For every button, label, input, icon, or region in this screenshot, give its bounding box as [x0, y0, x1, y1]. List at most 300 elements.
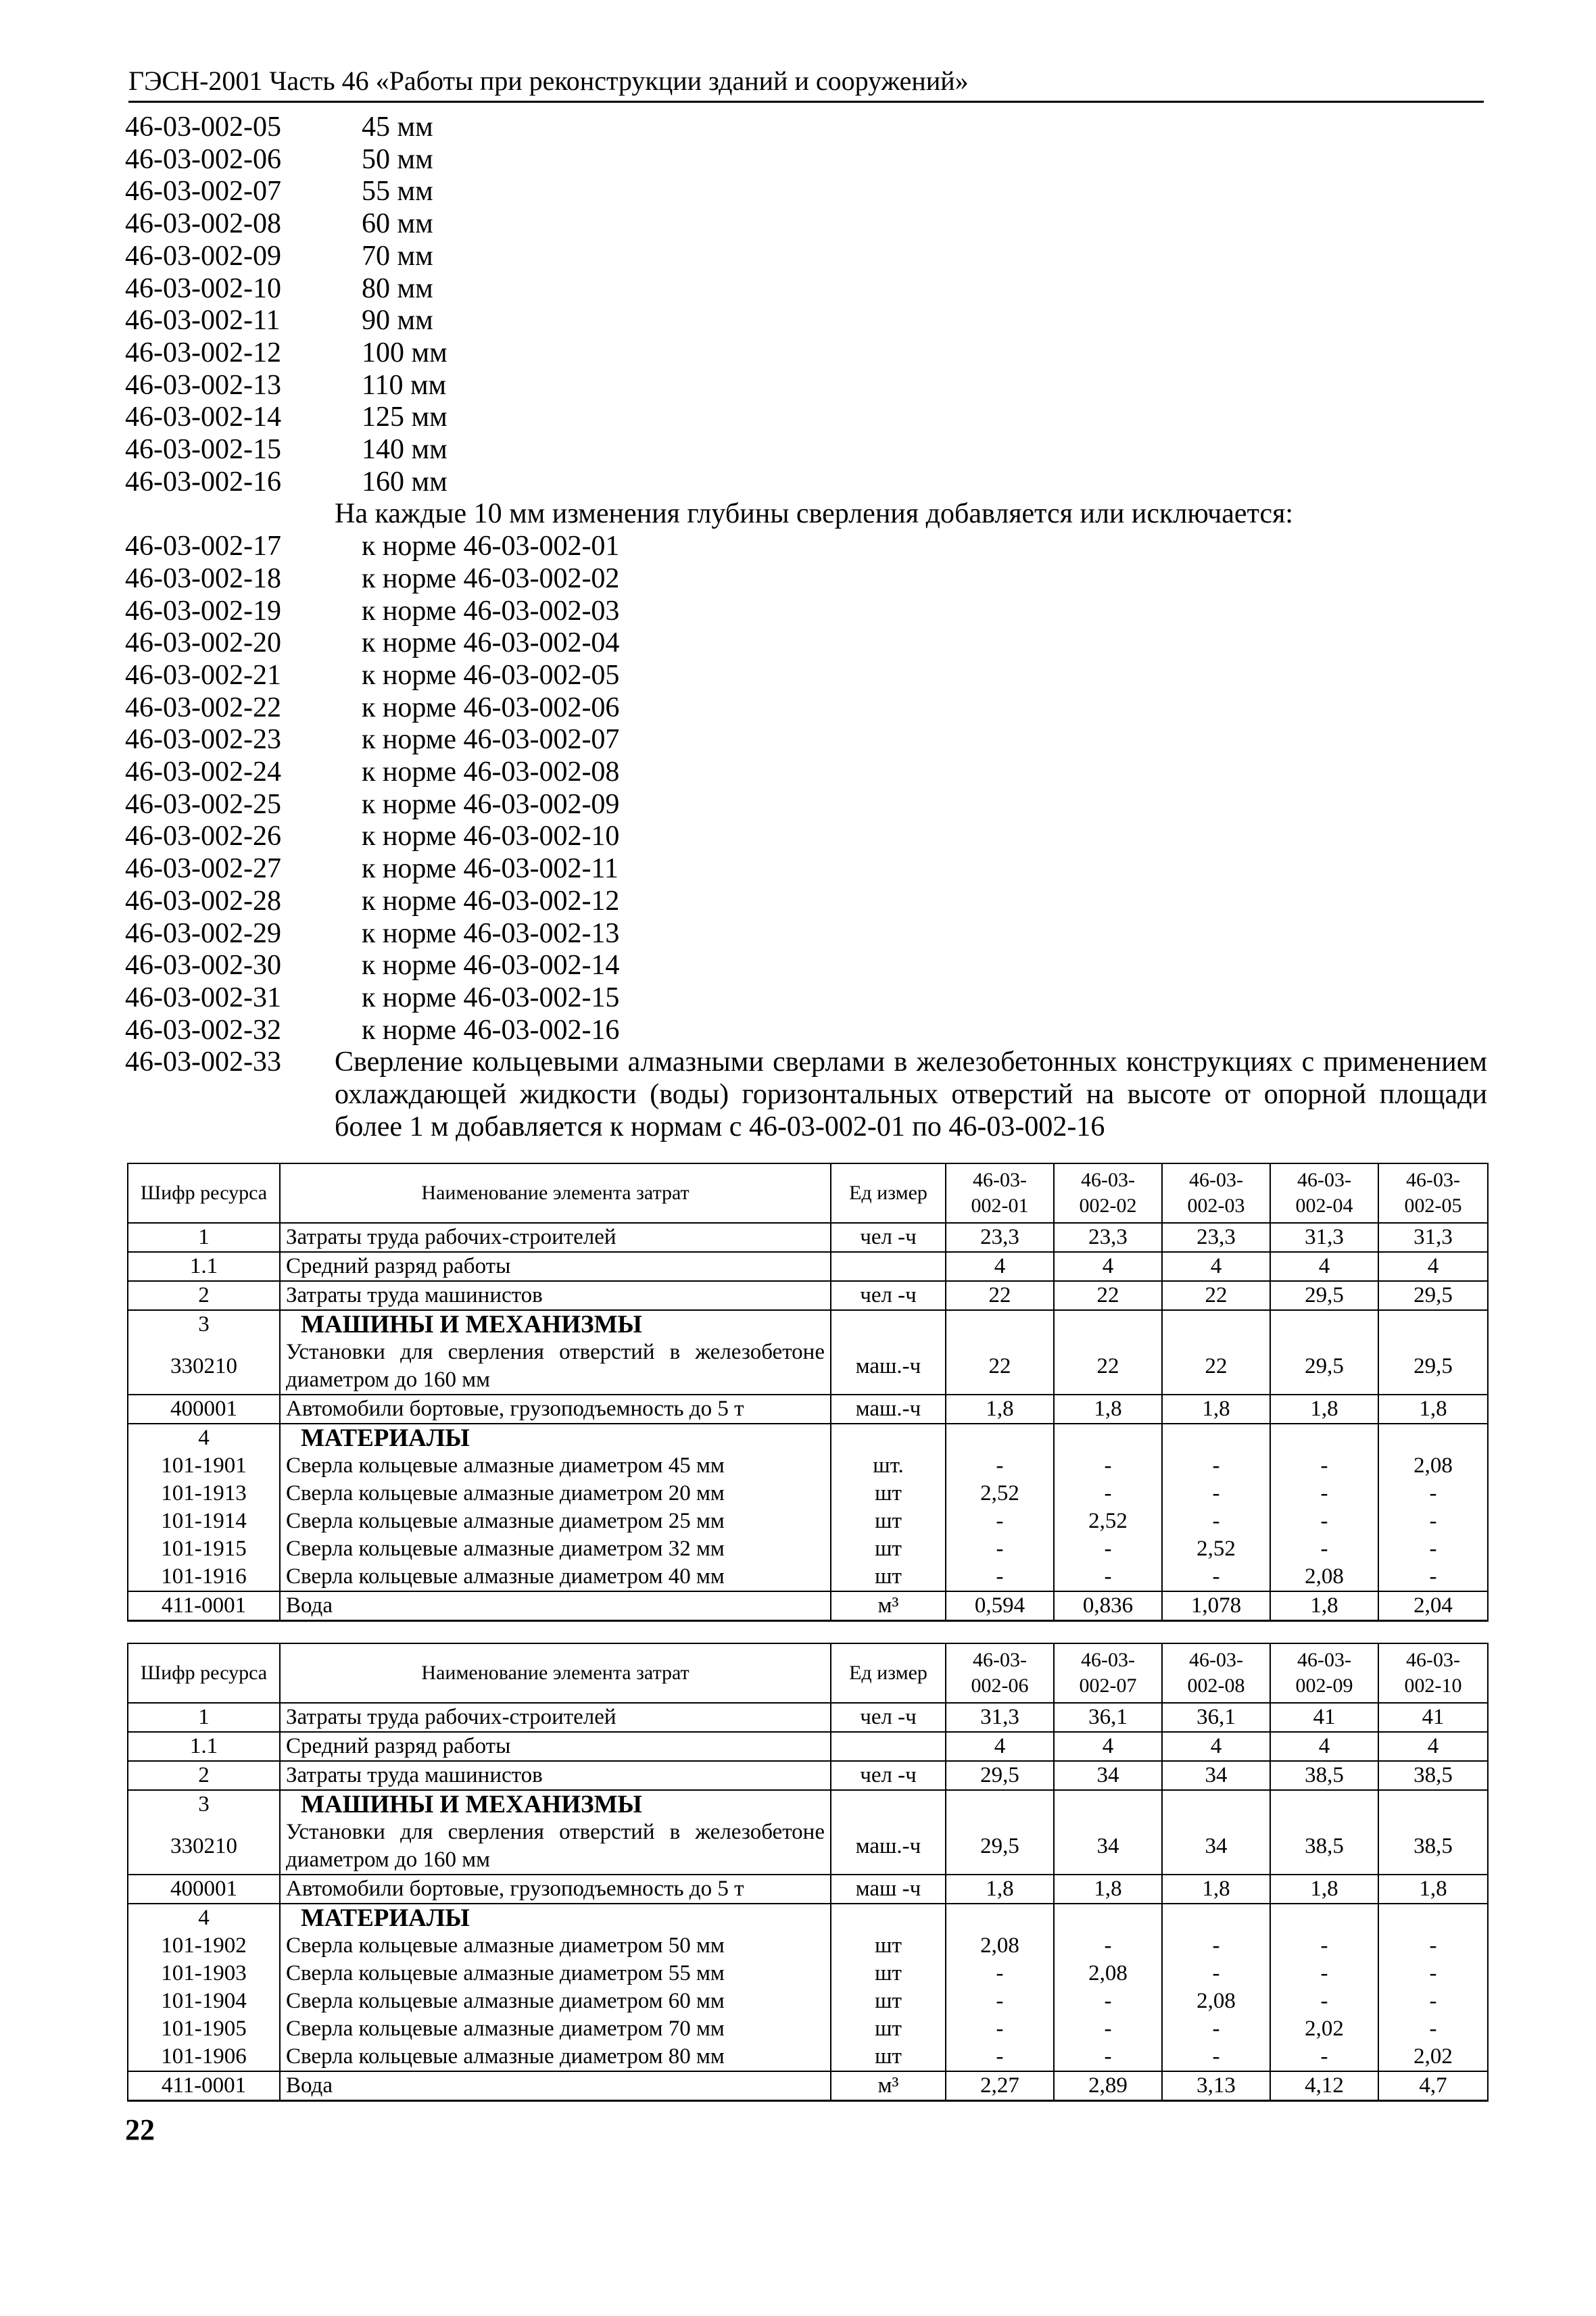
cell-code: 101-1904: [128, 1987, 280, 2015]
cell-value: -: [1162, 1480, 1270, 1507]
header-norm-2: [1162, 1163, 1270, 1223]
cell-value: -: [946, 2015, 1054, 2043]
norm-row: [125, 918, 1487, 950]
norm-code: 46-03-002-19: [125, 595, 281, 627]
cell-value: -: [1162, 1452, 1270, 1480]
depth-note-text: На каждые 10 мм изменения глубины сверления добавляется или исключается:: [335, 498, 1294, 530]
norm-code: 46-03-002-33: [125, 1046, 281, 1078]
cell-value: 1,8: [1378, 1395, 1488, 1424]
cell-value: -: [1378, 1535, 1488, 1563]
cell-value: 22: [946, 1338, 1054, 1395]
norm-row: [125, 724, 1487, 756]
cell-value: -: [1054, 1932, 1162, 1960]
header-unit: Ед измер: [831, 1643, 946, 1703]
cell-value: [1378, 1424, 1488, 1452]
cell-value: -: [1054, 1987, 1162, 2015]
cell-unit: чел -ч: [831, 1223, 946, 1252]
cell-value: [1270, 1310, 1378, 1338]
cell-value: 1,8: [1054, 1875, 1162, 1904]
header-norm-top: 46-03-: [1406, 1649, 1460, 1671]
header-norm-1: [1054, 1163, 1162, 1223]
norm-row: [125, 789, 1487, 821]
cell-name: Вода: [280, 1591, 831, 1621]
table-row: [128, 1987, 1488, 2015]
cell-value: 3,13: [1162, 2071, 1270, 2101]
cell-code: 1: [128, 1703, 280, 1732]
desc-line: охлаждающей жидкости (воды) горизонтальных отверстий на высоте от опорной площади: [335, 1079, 1487, 1111]
norm-description: [335, 1046, 1487, 1143]
code-list: [125, 112, 1487, 1144]
cell-value: 4: [1162, 1252, 1270, 1281]
cell-code: 400001: [128, 1875, 280, 1904]
cell-code: 330210: [128, 1338, 280, 1395]
cell-value: [1054, 1310, 1162, 1338]
cell-unit: чел -ч: [831, 1703, 946, 1732]
norm-code: 46-03-002-16: [125, 466, 281, 498]
table-row: [128, 1904, 1488, 1932]
cell-value: 2,02: [1270, 2015, 1378, 2043]
header-norm-4: [1378, 1643, 1488, 1703]
table-row: [128, 1507, 1488, 1535]
cell-value: -: [1162, 2015, 1270, 2043]
cell-value: 38,5: [1378, 1761, 1488, 1790]
cell-value: 2,52: [1054, 1507, 1162, 1535]
cell-code: 101-1906: [128, 2043, 280, 2071]
norm-row-33: [125, 1046, 1487, 1143]
norm-code: 46-03-002-10: [125, 272, 281, 304]
header-norm-0: [946, 1643, 1054, 1703]
table-row: [128, 1563, 1488, 1591]
cell-unit: [831, 1252, 946, 1281]
norm-row: [125, 402, 1487, 434]
cell-value: -: [1378, 2015, 1488, 2043]
norm-text: 55 мм: [362, 176, 433, 208]
cell-value: 4: [1378, 1252, 1488, 1281]
norm-code: 46-03-002-15: [125, 434, 281, 466]
table-row: [128, 1875, 1488, 1904]
cell-value: [946, 1790, 1054, 1818]
table-row: [128, 1535, 1488, 1563]
norm-text: 160 мм: [362, 466, 448, 498]
norm-row: [125, 950, 1487, 982]
norm-text: 45 мм: [362, 112, 433, 143]
cell-unit: маш.-ч: [831, 1818, 946, 1875]
cell-value: 38,5: [1270, 1761, 1378, 1790]
cell-value: -: [1270, 1987, 1378, 2015]
header-norm-1: [1054, 1643, 1162, 1703]
table-row: [128, 1480, 1488, 1507]
cell-code: 1: [128, 1223, 280, 1252]
cell-code: 101-1905: [128, 2015, 280, 2043]
cell-value: [1162, 1790, 1270, 1818]
header-name: Наименование элемента затрат: [280, 1163, 831, 1223]
cell-value: 2,52: [946, 1480, 1054, 1507]
header-norm-top: 46-03-: [973, 1169, 1027, 1191]
cell-name: Сверла кольцевые алмазные диаметром 55 мм: [280, 1960, 831, 1987]
cell-value: -: [1378, 1960, 1488, 1987]
header-norm-top: 46-03-: [1297, 1649, 1351, 1671]
cell-value: 29,5: [1270, 1281, 1378, 1310]
norm-row: [125, 1015, 1487, 1047]
cell-value: 2,52: [1162, 1535, 1270, 1563]
cell-unit: шт.: [831, 1452, 946, 1480]
cell-value: [1054, 1790, 1162, 1818]
cell-unit: шт: [831, 1507, 946, 1535]
cell-value: 2,08: [946, 1932, 1054, 1960]
cell-value: -: [1270, 1960, 1378, 1987]
cell-value: 34: [1054, 1761, 1162, 1790]
cell-name: Затраты труда машинистов: [280, 1761, 831, 1790]
cell-value: -: [1162, 1563, 1270, 1591]
header-norm-top: 46-03-: [1189, 1649, 1243, 1671]
cell-value: [946, 1904, 1054, 1932]
table-row: [128, 1932, 1488, 1960]
norm-row: [125, 176, 1487, 208]
cell-unit: [831, 1790, 946, 1818]
cell-unit: шт: [831, 1535, 946, 1563]
cell-code: 411-0001: [128, 1591, 280, 1621]
cell-value: 2,08: [1378, 1452, 1488, 1480]
header-norm-top: 46-03-: [1406, 1169, 1460, 1191]
header-norm-bottom: 002-07: [1079, 1674, 1137, 1697]
cell-value: 31,3: [1378, 1223, 1488, 1252]
table-header-row: [128, 1163, 1488, 1223]
norm-text: к норме 46-03-002-14: [362, 950, 620, 982]
cell-value: -: [1054, 2015, 1162, 2043]
cell-value: 4: [1054, 1732, 1162, 1761]
cell-value: 2,04: [1378, 1591, 1488, 1621]
cell-value: -: [1270, 1507, 1378, 1535]
norm-row: [125, 531, 1487, 563]
depth-note: [125, 498, 1487, 531]
cell-code: 1.1: [128, 1252, 280, 1281]
cell-value: 4: [1162, 1732, 1270, 1761]
cell-name: Средний разряд работы: [280, 1252, 831, 1281]
cell-code: 400001: [128, 1395, 280, 1424]
norm-text: к норме 46-03-002-16: [362, 1014, 620, 1046]
cell-name: Автомобили бортовые, грузоподъемность до 5 т: [280, 1395, 831, 1424]
cell-unit: шт: [831, 1987, 946, 2015]
table-row: [128, 1281, 1488, 1310]
table-row: [128, 1395, 1488, 1424]
cell-value: 1,8: [1162, 1875, 1270, 1904]
header-code: Шифр ресурса: [128, 1163, 280, 1223]
norm-list-adjustments: [125, 531, 1487, 1046]
cell-value: [1270, 1424, 1378, 1452]
header-norm-0: [946, 1163, 1054, 1223]
cell-value: [946, 1310, 1054, 1338]
cell-code: 3: [128, 1310, 280, 1338]
cell-value: -: [946, 2043, 1054, 2071]
cell-value: 2,02: [1378, 2043, 1488, 2071]
cell-unit: шт: [831, 2043, 946, 2071]
norm-row: [125, 886, 1487, 918]
cell-code: 3: [128, 1790, 280, 1818]
cell-value: [1054, 1904, 1162, 1932]
cell-name: Сверла кольцевые алмазные диаметром 20 мм: [280, 1480, 831, 1507]
cell-code: 411-0001: [128, 2071, 280, 2101]
header-norm-bottom: 002-10: [1404, 1674, 1462, 1697]
cell-value: -: [1270, 1480, 1378, 1507]
cell-value: 29,5: [946, 1818, 1054, 1875]
norm-text: 70 мм: [362, 240, 433, 272]
norm-code: 46-03-002-23: [125, 724, 281, 756]
cell-value: 36,1: [1162, 1703, 1270, 1732]
cell-value: 29,5: [1270, 1338, 1378, 1395]
norm-code: 46-03-002-07: [125, 176, 281, 208]
table-row: [128, 1310, 1488, 1338]
table-row: [128, 2071, 1488, 2101]
header-norm-bottom: 002-05: [1404, 1195, 1462, 1217]
cell-name: Установки для сверления отверстий в железобетоне диаметром до 160 мм: [280, 1338, 831, 1395]
table-row: [128, 1424, 1488, 1452]
cell-unit: м³: [831, 1591, 946, 1621]
header-norm-3: [1270, 1643, 1378, 1703]
header-unit: Ед измер: [831, 1163, 946, 1223]
norm-code: 46-03-002-31: [125, 982, 281, 1013]
cell-name: Сверла кольцевые алмазные диаметром 32 мм: [280, 1535, 831, 1563]
norm-list-depths: [125, 112, 1487, 498]
header-norm-bottom: 002-08: [1187, 1674, 1245, 1697]
page-number: 22: [125, 2113, 155, 2146]
cell-value: 41: [1378, 1703, 1488, 1732]
cell-value: -: [1378, 1507, 1488, 1535]
cell-value: 4: [946, 1252, 1054, 1281]
norm-row: [125, 627, 1487, 660]
norm-text: к норме 46-03-002-01: [362, 531, 620, 562]
header-norm-top: 46-03-: [973, 1649, 1027, 1671]
cell-value: 23,3: [1054, 1223, 1162, 1252]
cell-value: 31,3: [946, 1703, 1054, 1732]
norm-row: [125, 756, 1487, 789]
page-header: ГЭСН-2001 Часть 46 «Работы при реконструкции зданий и сооружений»: [128, 64, 1484, 103]
cell-name: Затраты труда машинистов: [280, 1281, 831, 1310]
norm-code: 46-03-002-22: [125, 692, 281, 723]
cell-code: 330210: [128, 1818, 280, 1875]
cell-name: Затраты труда рабочих-строителей: [280, 1223, 831, 1252]
cell-code: 4: [128, 1904, 280, 1932]
norm-text: 125 мм: [362, 402, 448, 433]
cell-value: -: [946, 1563, 1054, 1591]
cell-value: 1,8: [1270, 1591, 1378, 1621]
norm-row: [125, 853, 1487, 886]
table-row: [128, 1960, 1488, 1987]
cell-value: -: [1378, 1987, 1488, 2015]
cell-unit: чел -ч: [831, 1281, 946, 1310]
cell-value: 4,12: [1270, 2071, 1378, 2101]
cell-name: Установки для сверления отверстий в железобетоне диаметром до 160 мм: [280, 1818, 831, 1875]
norm-text: к норме 46-03-002-11: [362, 853, 619, 885]
table-row: [128, 1732, 1488, 1761]
norm-code: 46-03-002-18: [125, 562, 281, 594]
cell-value: 2,08: [1270, 1563, 1378, 1591]
cell-value: 41: [1270, 1703, 1378, 1732]
cell-value: 1,8: [1162, 1395, 1270, 1424]
norm-code: 46-03-002-21: [125, 659, 281, 691]
cell-code: 101-1902: [128, 1932, 280, 1960]
cell-value: -: [1378, 1480, 1488, 1507]
norm-row: [125, 337, 1487, 370]
norm-row: [125, 273, 1487, 306]
cell-name: Затраты труда рабочих-строителей: [280, 1703, 831, 1732]
table-row: [128, 1790, 1488, 1818]
norm-row: [125, 466, 1487, 499]
cell-name: МАШИНЫ И МЕХАНИЗМЫ: [280, 1790, 831, 1818]
cell-name: Средний разряд работы: [280, 1732, 831, 1761]
cell-value: [1378, 1904, 1488, 1932]
cell-value: [1270, 1790, 1378, 1818]
norm-row: [125, 370, 1487, 402]
cell-value: -: [1270, 1452, 1378, 1480]
norm-text: 50 мм: [362, 143, 433, 175]
norm-text: к норме 46-03-002-09: [362, 788, 620, 820]
cell-code: 101-1914: [128, 1507, 280, 1535]
cell-name: Сверла кольцевые алмазные диаметром 60 мм: [280, 1987, 831, 2015]
cell-value: -: [1378, 1932, 1488, 1960]
cell-unit: шт: [831, 1960, 946, 1987]
norm-text: к норме 46-03-002-12: [362, 885, 620, 917]
cell-value: 0,836: [1054, 1591, 1162, 1621]
cell-unit: м³: [831, 2071, 946, 2101]
cell-unit: маш.-ч: [831, 1395, 946, 1424]
cell-name: Сверла кольцевые алмазные диаметром 50 мм: [280, 1932, 831, 1960]
cell-value: -: [946, 1507, 1054, 1535]
norm-row: [125, 208, 1487, 241]
norm-row: [125, 596, 1487, 628]
cell-unit: шт: [831, 1480, 946, 1507]
cell-name: Сверла кольцевые алмазные диаметром 25 мм: [280, 1507, 831, 1535]
cell-value: 1,8: [1378, 1875, 1488, 1904]
header-norm-top: 46-03-: [1081, 1649, 1135, 1671]
cell-value: 22: [1054, 1281, 1162, 1310]
header-norm-bottom: 002-04: [1295, 1195, 1353, 1217]
cell-unit: маш -ч: [831, 1875, 946, 1904]
table-row: [128, 1223, 1488, 1252]
table-row: [128, 1591, 1488, 1621]
cell-value: -: [1270, 1932, 1378, 1960]
desc-line: более 1 м добавляется к нормам с 46-03-002-01 по 46-03-002-16: [335, 1111, 1105, 1142]
cell-value: -: [1054, 1480, 1162, 1507]
norm-code: 46-03-002-26: [125, 821, 281, 852]
norm-row: [125, 305, 1487, 337]
cell-value: 23,3: [1162, 1223, 1270, 1252]
norm-code: 46-03-002-12: [125, 337, 281, 368]
norm-text: 110 мм: [362, 369, 447, 401]
cell-value: 2,08: [1162, 1987, 1270, 2015]
norm-row: [125, 434, 1487, 466]
cell-value: 22: [946, 1281, 1054, 1310]
norm-row: [125, 821, 1487, 853]
cell-value: 1,8: [1054, 1395, 1162, 1424]
cell-value: [1378, 1310, 1488, 1338]
norm-code: 46-03-002-06: [125, 143, 281, 175]
cell-code: 101-1915: [128, 1535, 280, 1563]
norm-row: [125, 241, 1487, 273]
norm-text: 60 мм: [362, 208, 433, 240]
cell-value: 2,08: [1054, 1960, 1162, 1987]
cell-value: -: [946, 1452, 1054, 1480]
cell-code: 1.1: [128, 1732, 280, 1761]
table-header-row: [128, 1643, 1488, 1703]
cell-value: 4: [1270, 1732, 1378, 1761]
cell-name: Вода: [280, 2071, 831, 2101]
cell-value: [1162, 1424, 1270, 1452]
header-norm-bottom: 002-06: [971, 1674, 1029, 1697]
header-code: Шифр ресурса: [128, 1643, 280, 1703]
cell-unit: [831, 1904, 946, 1932]
header-norm-top: 46-03-: [1081, 1169, 1135, 1191]
cell-value: 4,7: [1378, 2071, 1488, 2101]
norm-text: 100 мм: [362, 337, 448, 368]
norm-code: 46-03-002-11: [125, 305, 281, 337]
cell-value: 4: [946, 1732, 1054, 1761]
cell-unit: чел -ч: [831, 1761, 946, 1790]
norm-code: 46-03-002-05: [125, 112, 281, 143]
cell-unit: шт: [831, 1932, 946, 1960]
norm-row: [125, 144, 1487, 176]
norm-text: к норме 46-03-002-08: [362, 756, 620, 788]
cell-value: -: [1054, 1563, 1162, 1591]
cell-value: 1,078: [1162, 1591, 1270, 1621]
cell-name: Сверла кольцевые алмазные диаметром 80 мм: [280, 2043, 831, 2071]
cell-name: МАТЕРИАЛЫ: [280, 1904, 831, 1932]
cell-value: 22: [1162, 1338, 1270, 1395]
norm-code: 46-03-002-20: [125, 627, 281, 659]
table-row: [128, 1452, 1488, 1480]
norm-row: [125, 563, 1487, 596]
header-norm-bottom: 002-09: [1295, 1674, 1353, 1697]
norm-code: 46-03-002-32: [125, 1014, 281, 1046]
table-row: [128, 2015, 1488, 2043]
table-row: [128, 1703, 1488, 1732]
cell-value: [1162, 1904, 1270, 1932]
header-norm-top: 46-03-: [1297, 1169, 1351, 1191]
cell-value: 2,27: [946, 2071, 1054, 2101]
cell-value: 4: [1270, 1252, 1378, 1281]
norm-text: к норме 46-03-002-03: [362, 595, 620, 627]
cell-value: 29,5: [946, 1761, 1054, 1790]
cell-value: 22: [1054, 1338, 1162, 1395]
cell-value: -: [1054, 2043, 1162, 2071]
cell-value: 34: [1162, 1761, 1270, 1790]
norm-text: 140 мм: [362, 434, 448, 466]
cell-value: 4: [1054, 1252, 1162, 1281]
norm-row: [125, 112, 1487, 144]
norm-code: 46-03-002-30: [125, 950, 281, 982]
cell-value: 1,8: [946, 1875, 1054, 1904]
cell-value: -: [1162, 1932, 1270, 1960]
cell-value: 38,5: [1270, 1818, 1378, 1875]
header-norm-top: 46-03-: [1189, 1169, 1243, 1191]
cell-value: 4: [1378, 1732, 1488, 1761]
cell-value: 34: [1054, 1818, 1162, 1875]
cell-value: 0,594: [946, 1591, 1054, 1621]
cell-value: 1,8: [1270, 1875, 1378, 1904]
header-norm-2: [1162, 1643, 1270, 1703]
norm-text: к норме 46-03-002-06: [362, 692, 620, 723]
header-norm-bottom: 002-02: [1079, 1195, 1137, 1217]
norm-code: 46-03-002-14: [125, 402, 281, 433]
norm-code: 46-03-002-25: [125, 788, 281, 820]
cell-value: -: [1162, 2043, 1270, 2071]
cell-unit: маш.-ч: [831, 1338, 946, 1395]
cell-name: МАТЕРИАЛЫ: [280, 1424, 831, 1452]
norm-text: к норме 46-03-002-10: [362, 821, 620, 852]
cell-value: 2,89: [1054, 2071, 1162, 2101]
cell-unit: шт: [831, 1563, 946, 1591]
cell-value: -: [1054, 1535, 1162, 1563]
norm-code: 46-03-002-09: [125, 240, 281, 272]
